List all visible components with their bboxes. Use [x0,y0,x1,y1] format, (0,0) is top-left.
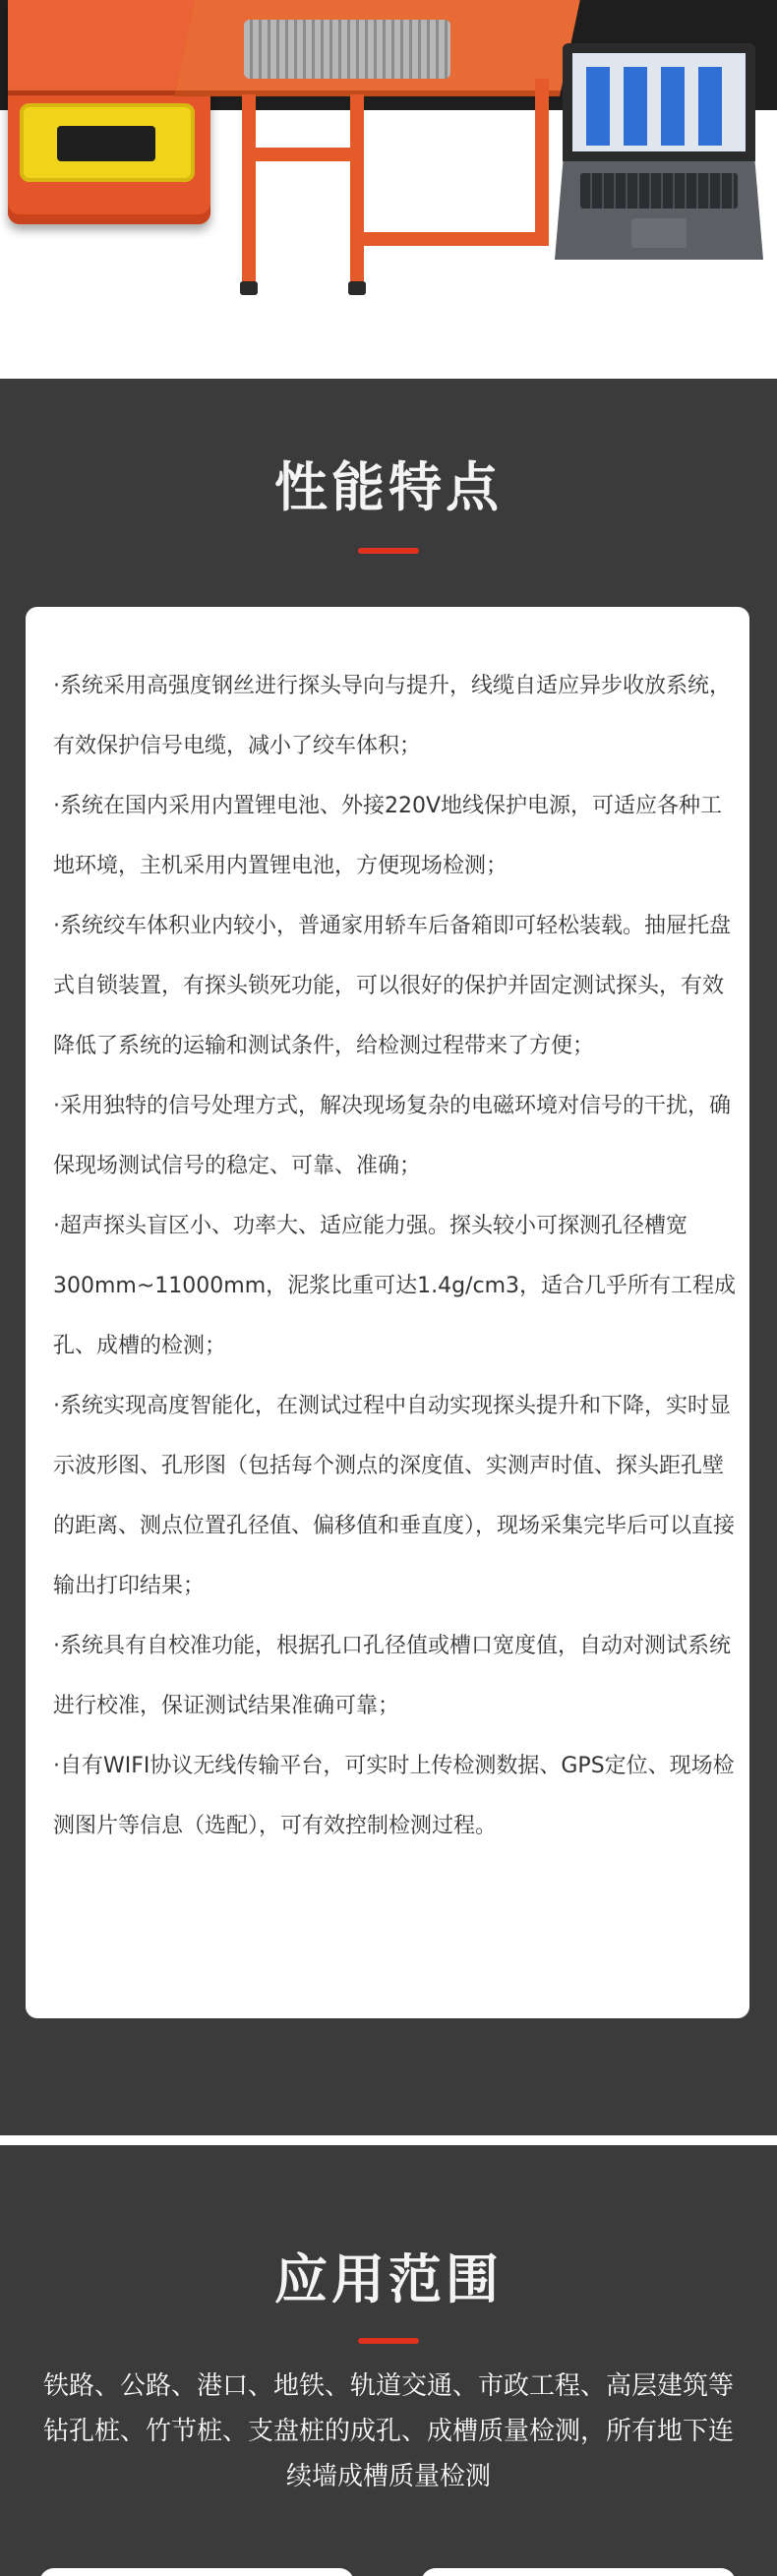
applications-title: 应用范围 [274,2248,503,2310]
title-accent-bar [358,2338,419,2344]
feature-item: ·系统采用高强度钢丝进行探头导向与提升，线缆自适应异步收放系统，有效保护信号电缆，减小了绞车体积； [53,674,731,758]
frame-rail [242,148,364,161]
frame-rail [350,232,547,246]
feature-item: ·采用独特的信号处理方式，解决现场复杂的电磁环境对信号的干扰，确保现场测试信号的稳定、可靠、准确； [53,1094,731,1178]
waveform [586,67,610,146]
winch-frame [185,0,576,295]
features-section [0,379,777,2135]
frame-foot [348,281,366,295]
features-card [26,607,749,2018]
title-accent-bar [358,548,419,554]
frame-leg [350,94,364,291]
applications-text: 铁路、公路、港口、地铁、轨道交通、市政工程、高层建筑等钻孔桩、竹节桩、支盘桩的成孔、成槽质量检测，所有地下连续墙成槽质量检测 [42,2371,734,2491]
feature-item: ·系统在国内采用内置锂电池、外接220V地线保护电源，可适应各种工地环境，主机采用内置锂电池，方便现场检测； [53,794,723,878]
frame-foot [240,281,258,295]
laptop-screen [572,53,746,151]
feature-item: ·超声探头盲区小、功率大、适应能力强。探头较小可探测孔径槽宽300mm~11000mm，泥浆比重可达1.4g/cm3，适合几乎所有工程成孔、成槽的检测； [53,1214,737,1358]
laptop-keyboard [580,173,738,209]
section-divider [0,2135,777,2145]
features-list [53,656,738,1856]
cable-reel [244,20,450,79]
feature-item: ·系统实现高度智能化，在测试过程中自动实现探头提升和下降，实时显示波形图、孔形图（包括每个测点的深度值、实测声时值、探头距孔壁的距离、测点位置孔径值、偏移值和垂直度），现场采集完毕后可以直接输出打印结果； [53,1394,736,1598]
waveform [624,67,647,146]
control-panel-display [57,126,155,161]
features-title: 性能特点 [274,456,503,518]
laptop-touchpad [631,218,687,248]
next-panel-edge [39,2568,354,2576]
waveform [661,67,685,146]
feature-item: ·系统具有自校准功能，根据孔口孔径值或槽口宽度值，自动对测试系统进行校准，保证测试结果准确可靠； [53,1634,731,1718]
feature-item: ·自有WIFI协议无线传输平台，可实时上传检测数据、GPS定位、现场检测图片等信息（选配），可有效控制检测过程。 [53,1754,735,1838]
frame-leg [535,79,549,246]
applications-section [0,2145,777,2576]
laptop [563,43,755,265]
frame-leg [242,94,256,291]
feature-item: ·系统绞车体积业内较小，普通家用轿车后备箱即可轻松装载。抽屉托盘式自锁装置，有探头锁死功能，可以很好的保护并固定测试探头，有效降低了系统的运输和测试条件，给检测过程带来了方便； [53,914,731,1058]
product-photo [0,0,777,379]
waveform [698,67,722,146]
next-panel-edge [421,2568,736,2576]
